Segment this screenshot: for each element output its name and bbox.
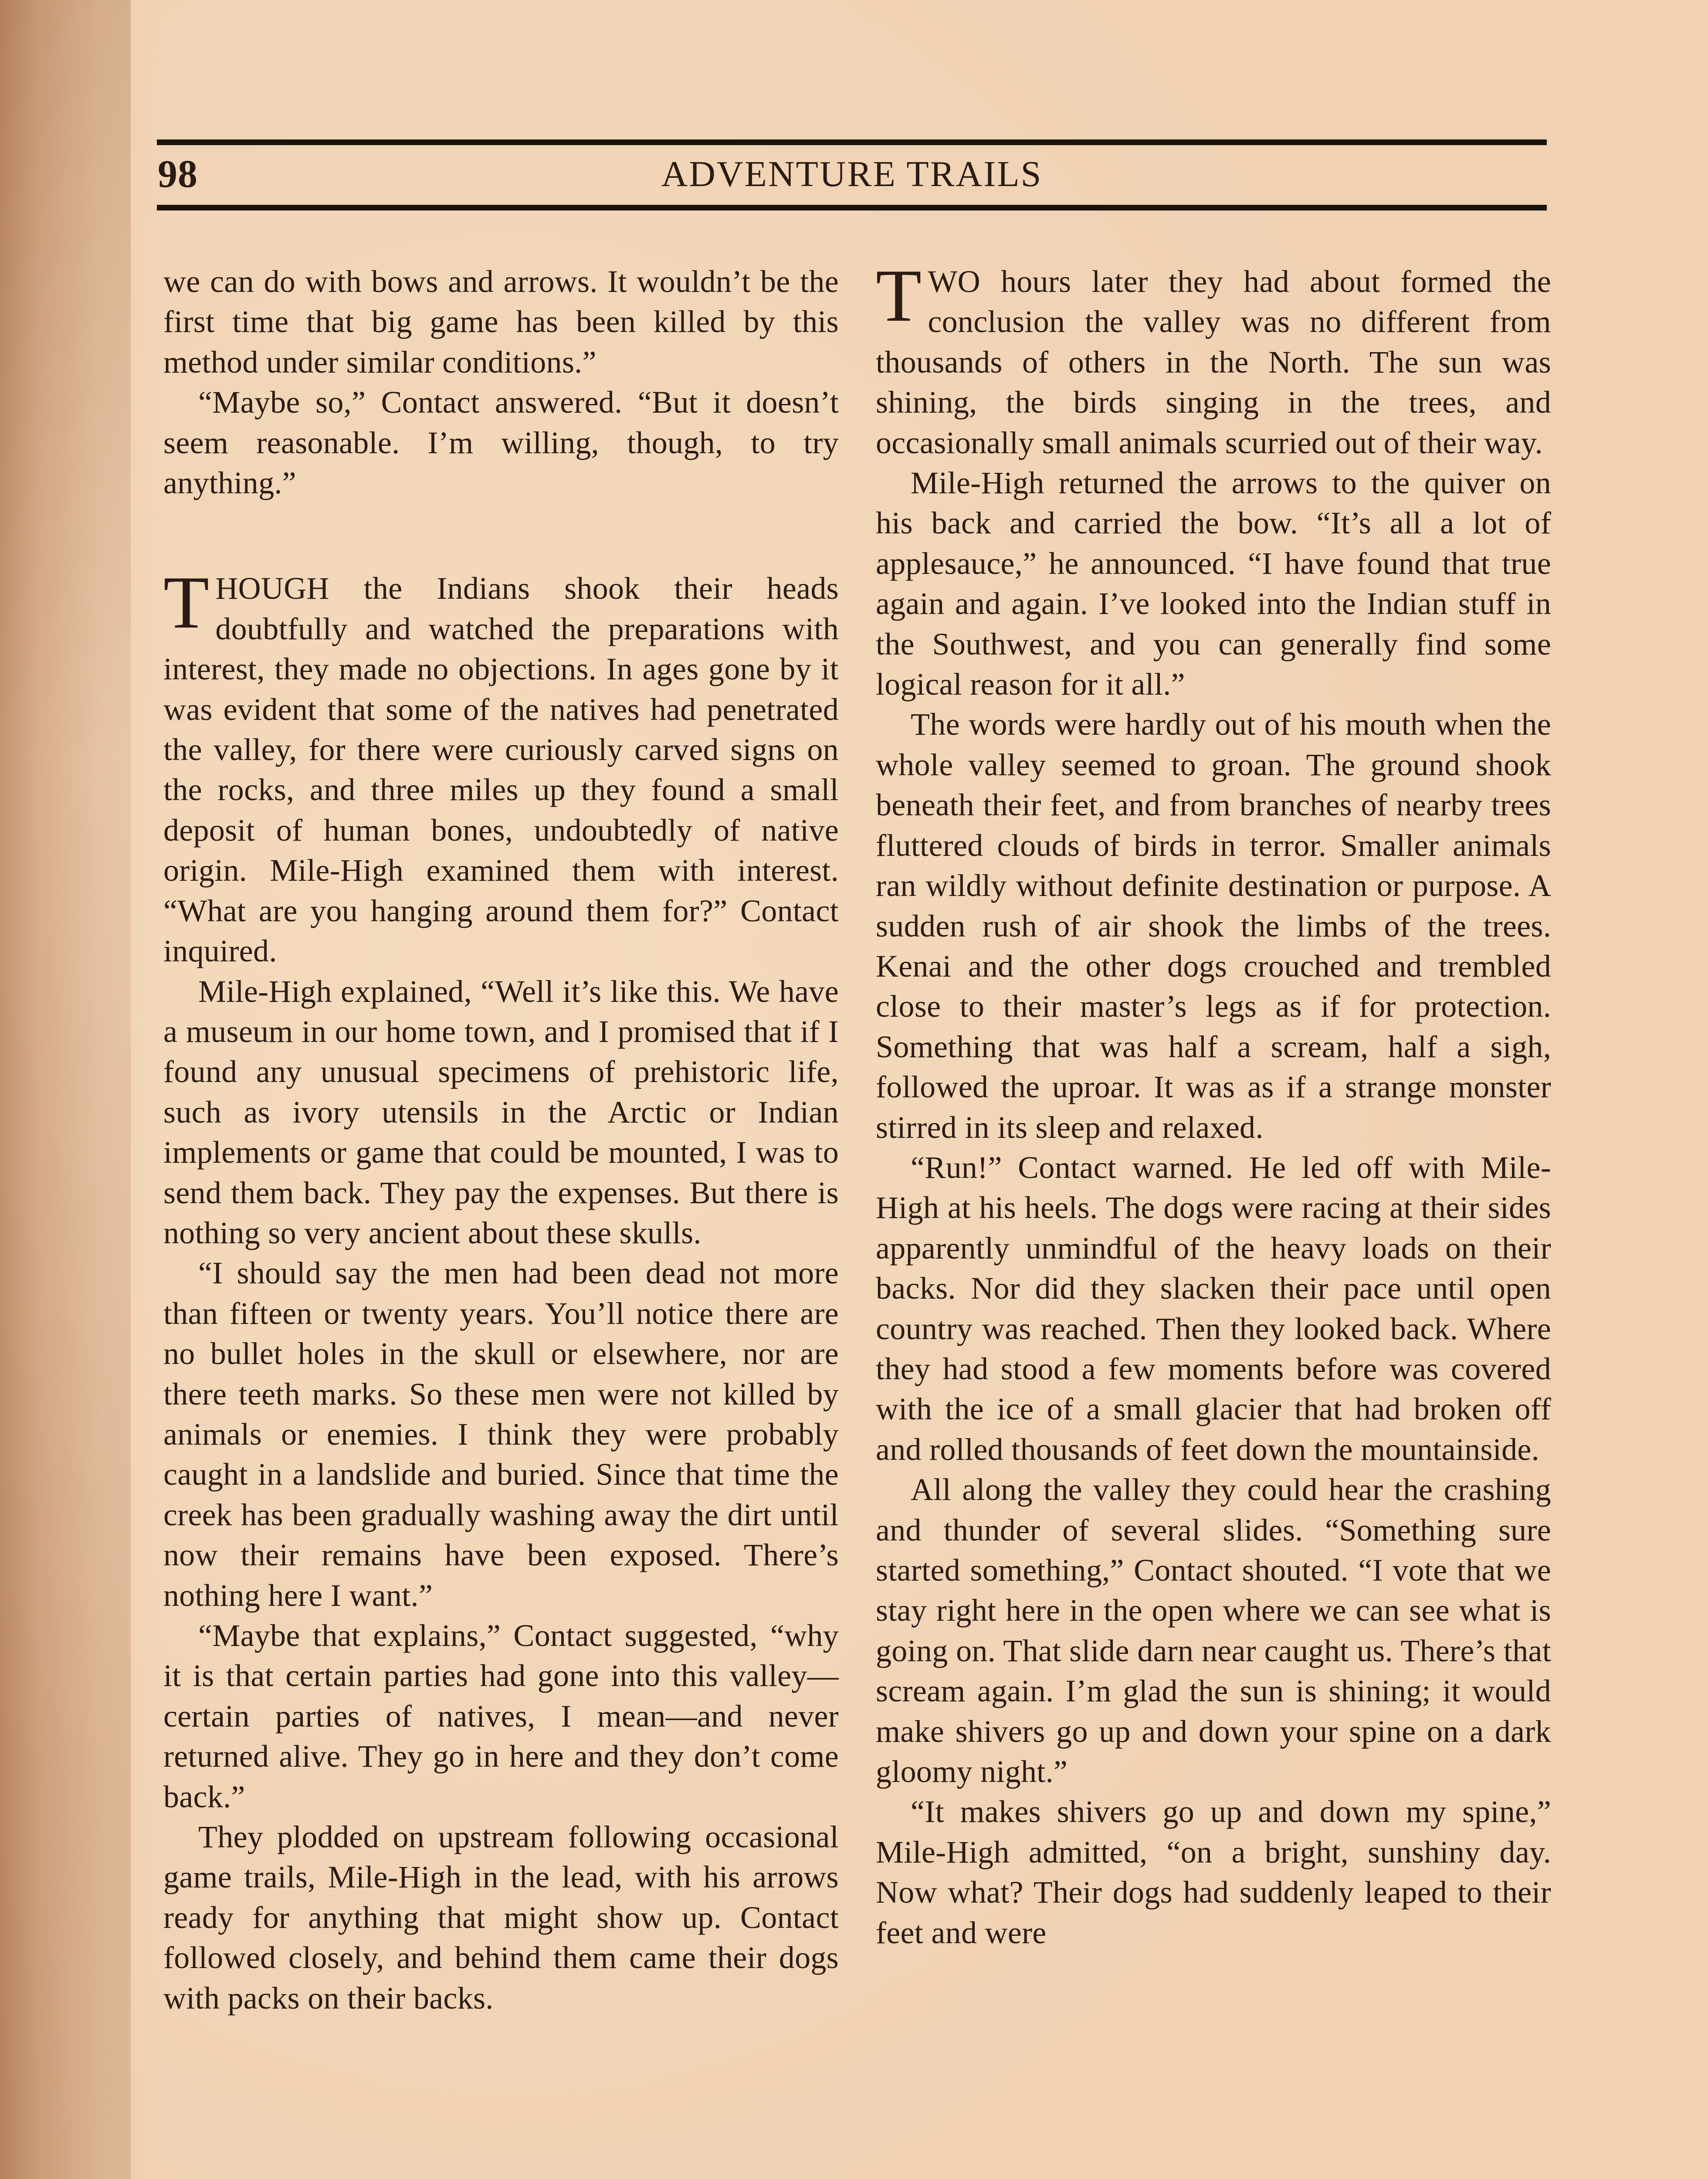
paragraph-text: HOUGH the Indians shook their heads doubtfully and watched the preparations with interest, they made no objections. In ages gone by it was evident that some of the natives had penetrated the valley, for there were curiously carved signs on the rocks, and three miles up they found a small deposit of human bones, undoubtedly of native origin. Mile-High examined them with interest. “What are you hanging around them for?” Contact inquired. — [163, 571, 839, 969]
left-column — [163, 261, 839, 2018]
section-paragraph — [876, 255, 1551, 463]
paragraph: “It makes shivers go up and down my spine,” Mile-High admitted, “on a bright, sunshiny day. Now what? Their dogs had suddenly leaped to their feet and were — [876, 1794, 1551, 1950]
paragraph: we can do with bows and arrows. It wouldn’t be the first time that big game has been killed by this method under similar conditions.” — [163, 264, 839, 380]
paragraph: “Run!” Contact warned. He led off with Mile-High at his heels. The dogs were racing at their sides apparently unmindful of the heavy loads on their backs. Nor did they slacken their pace until open country was reached. Then they looked back. Where they had stood a few moments before was covered with the ice of a small glacier that had broken off and rolled thousands of feet down the mountainside. — [876, 1150, 1551, 1467]
paragraph: Mile-High returned the arrows to the quiver on his back and carried the bow. “It’s all a lot of applesauce,” he announced. “I have found that true again and again. I’ve looked into the Indian stuff in the Southwest, and you can generally find some logical reason for it all.” — [876, 465, 1551, 702]
section-paragraph — [163, 561, 839, 971]
header-rule-top — [157, 139, 1547, 145]
running-title: ADVENTURE TRAILS — [661, 154, 1043, 194]
paragraph: They plodded on upstream following occasional game trails, Mile-High in the lead, with his arrows ready for anything that might show up. Contact followed closely, and behind them came their dogs with packs on their backs. — [163, 1819, 839, 2016]
edge-stain — [0, 0, 131, 2179]
drop-cap: T — [163, 561, 210, 645]
page-number: 98 — [158, 153, 198, 196]
drop-cap: T — [876, 255, 922, 337]
paragraph: All along the valley they could hear the crashing and thunder of several slides. “Something sure started something,” Contact shouted. “I vote that we stay right here in the open where we can see what is going on. That slide darn near caught us. There’s that scream again. I’m glad the sun is shining; it would make shivers go up and down your spine on a dark gloomy night.” — [876, 1472, 1551, 1789]
paragraph: The words were hardly out of his mouth when the whole valley seemed to groan. The ground shook beneath their feet, and from branches of nearby trees fluttered clouds of birds in terror. Smaller animals ran wildly without definite destination or purpose. A sudden rush of air shook the limbs of the trees. Kenai and the other dogs crouched and trembled close to their master’s legs as if for protection. Something that was half a scream, half a sigh, followed the uproar. It was as if a strange monster stirred in its sleep and relaxed. — [876, 707, 1551, 1145]
right-column — [876, 255, 1551, 1953]
paragraph: Mile-High explained, “Well it’s like this. We have a museum in our home town, and I promised that if I found any unusual specimens of prehistoric life, such as ivory utensils in the Arctic or Indian implements or game that could be mounted, I was to send them back. They pay the expenses. But there is nothing so very ancient about these skulls. — [163, 974, 839, 1250]
header-rule-bottom — [157, 205, 1547, 210]
paragraph: “Maybe that explains,” Contact suggested, “why it is that certain parties had gone into this valley—certain parties of natives, I mean—and never returned alive. They go in here and they don’t come back.” — [163, 1618, 839, 1814]
paragraph-text: WO hours later they had about formed the conclusion the valley was no different from thousands of others in the North. The sun was shining, the birds singing in the trees, and occasionally small animals scurried out of their way. — [876, 264, 1551, 460]
paragraph: “Maybe so,” Contact answered. “But it doesn’t seem reasonable. I’m willing, though, to try anything.” — [163, 385, 839, 501]
paragraph: “I should say the men had been dead not more than fifteen or twenty years. You’ll notice there are no bullet holes in the skull or elsewhere, nor are there teeth marks. So these men were not killed by animals or enemies. I think they were probably caught in a landslide and buried. Since that time the creek has been gradually washing away the dirt until now their remains have been exposed. There’s nothing here I want.” — [163, 1256, 839, 1613]
